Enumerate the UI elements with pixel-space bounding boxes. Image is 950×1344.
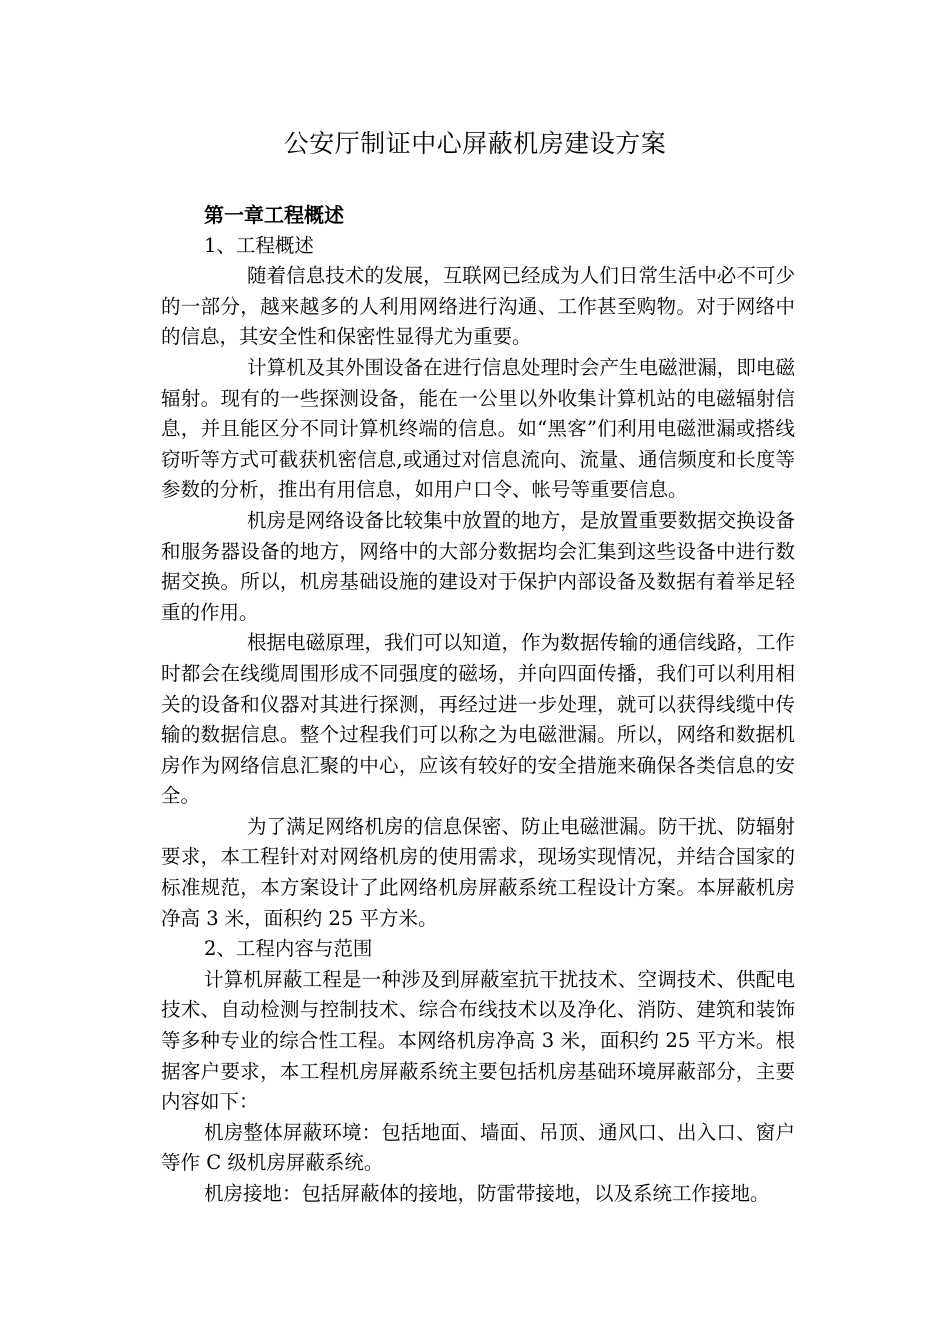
paragraph: 机房是网络设备比较集中放置的地方，是放置重要数据交换设备和服务器设备的地方，网络中的大部分数据均会汇集到这些设备中进行数据交换。所以，机房基础设施的建设对于保护内部设备及数据有着举足轻重的作用。 [161,508,795,624]
paragraph: 计算机及其外围设备在进行信息处理时会产生电磁泄漏，即电磁辐射。现有的一些探测设备，能在一公里以外收集计算机站的电磁辐射信息，并且能区分不同计算机终端的信息。如“黑客”们利用电磁泄漏或搭线窃听等方式可截获机密信息,或通过对信息流向、流量、通信频度和长度等参数的分析，推出有用信息，如用户口令、帐号等重要信息。 [161,355,795,502]
document-body [161,200,795,1210]
paragraph: 机房接地：包括屏蔽体的接地，防雷带接地，以及系统工作接地。 [204,1182,770,1205]
document-title: 公安厅制证中心屏蔽机房建设方案 [283,129,667,158]
paragraph: 为了满足网络机房的信息保密、防止电磁泄漏。防干扰、防辐射要求，本工程针对对网络机房的使用需求，现场实现情况，并结合国家的标准规范，本方案设计了此网络机房屏蔽系统工程设计方案。本屏蔽机房净高 3 米，面积约 25 平方米。 [161,814,795,930]
paragraph: 机房整体屏蔽环境：包括地面、墙面、吊顶、通风口、出入口、窗户等作 C 级机房屏蔽系统。 [161,1120,795,1175]
section-heading: 1、工程概述 [204,233,314,257]
paragraph: 随着信息技术的发展，互联网已经成为人们日常生活中必不可少的一部分，越来越多的人利用网络进行沟通、工作甚至购物。对于网络中的信息，其安全性和保密性显得尤为重要。 [161,264,795,349]
paragraph: 根据电磁原理，我们可以知道，作为数据传输的通信线路，工作时都会在线缆周围形成不同强度的磁场，并向四面传播，我们可以利用相关的设备和仪器对其进行探测，再经过进一步处理，就可以获得线缆中传输的数据信息。整个过程我们可以称之为电磁泄漏。所以，网络和数据机房作为网络信息汇聚的中心，应该有较好的安全措施来确保各类信息的安全。 [161,631,795,808]
section-heading: 2、工程内容与范围 [204,937,373,961]
chapter-heading: 第一章工程概述 [204,203,344,227]
paragraph: 计算机屏蔽工程是一种涉及到屏蔽室抗干扰技术、空调技术、供配电技术、自动检测与控制技术、综合布线技术以及净化、消防、建筑和装饰等多种专业的综合性工程。本网络机房净高 3 米，面积约 25 平方米。根据客户要求，本工程机房屏蔽系统主要包括机房基础环境屏蔽部分，主要内容如下： [161,967,795,1114]
